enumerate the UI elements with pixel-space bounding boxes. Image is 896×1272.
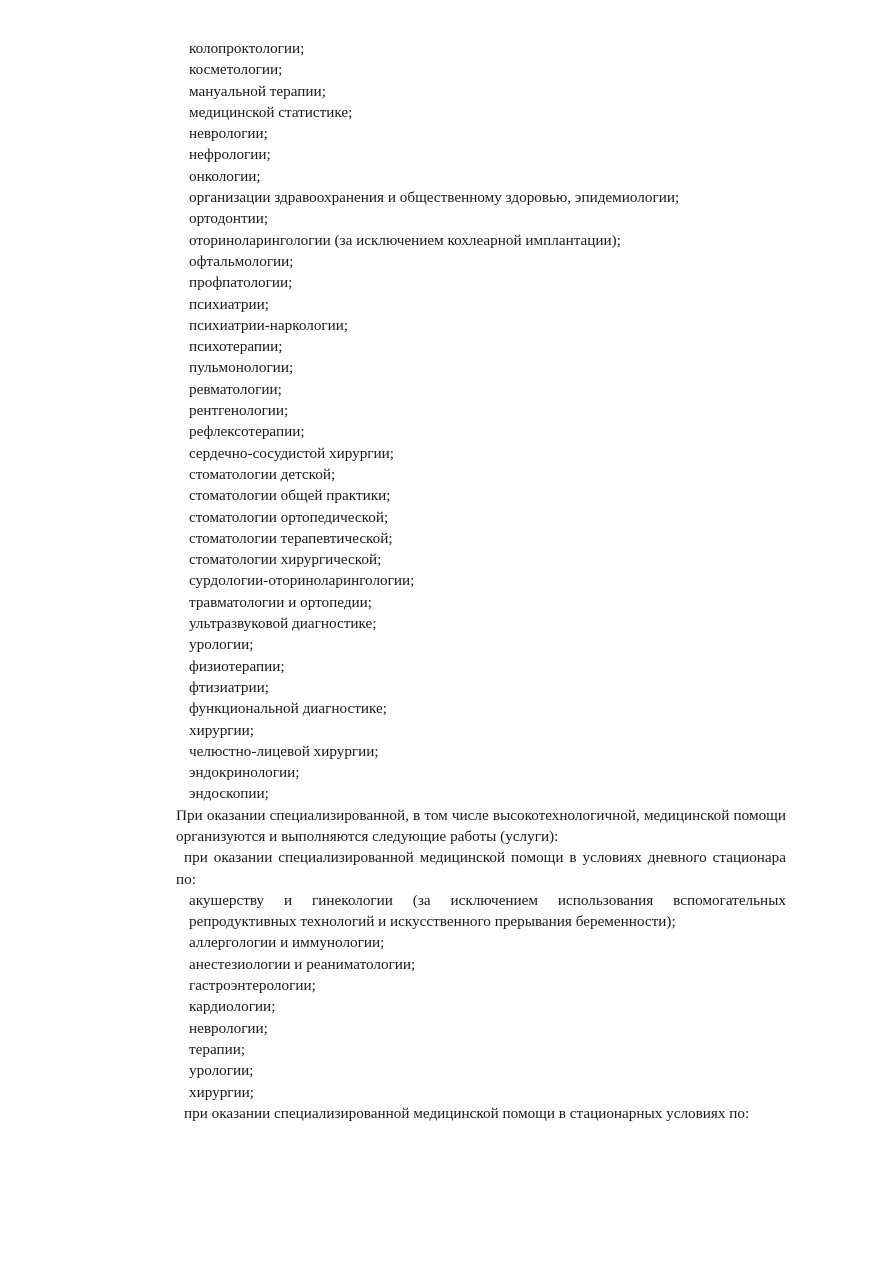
document-body bbox=[176, 38, 786, 1124]
list-item: стоматологии хирургической; bbox=[189, 551, 382, 569]
paragraph-day-hospital: при оказании специализированной медицинской помощи в условиях дневного стационара по: bbox=[176, 849, 786, 888]
list-item: хирургии; bbox=[189, 1083, 255, 1101]
list-item: ортодонтии; bbox=[189, 210, 269, 228]
list-item: ревматологии; bbox=[189, 380, 282, 398]
list-item: аллергологии и иммунологии; bbox=[189, 934, 385, 952]
list-item: онкологии; bbox=[189, 167, 261, 185]
list-item: анестезиологии и реаниматологии; bbox=[189, 955, 416, 973]
list-item: физиотерапии; bbox=[189, 657, 285, 675]
list-item: стоматологии терапевтической; bbox=[189, 529, 393, 547]
list-item: рефлексотерапии; bbox=[189, 423, 305, 441]
list-item: нефрологии; bbox=[189, 146, 271, 164]
list-item: кардиологии; bbox=[189, 998, 276, 1016]
list-item: медицинской статистике; bbox=[189, 103, 353, 121]
list-item: урологии; bbox=[189, 636, 254, 654]
list-item: стоматологии детской; bbox=[189, 465, 336, 483]
list-item: неврологии; bbox=[189, 125, 268, 143]
list-item: неврологии; bbox=[189, 1019, 268, 1037]
list-item: сурдологии-оториноларингологии; bbox=[189, 572, 415, 590]
paragraph-specialized-care-intro: При оказании специализированной, в том числе высокотехнологичной, медицинской помощи организуются и выполняются следующие работы (услуги): bbox=[176, 806, 786, 845]
paragraph-inpatient-care: при оказании специализированной медицинской помощи в стационарных условиях по: bbox=[184, 1104, 750, 1122]
list-item: рентгенологии; bbox=[189, 402, 289, 420]
list-item: косметологии; bbox=[189, 61, 283, 79]
list-item: психиатрии-наркологии; bbox=[189, 316, 349, 334]
list-item: пульмонологии; bbox=[189, 359, 294, 377]
list-item: сердечно-сосудистой хирургии; bbox=[189, 444, 395, 462]
list-item: психиатрии; bbox=[189, 295, 269, 313]
list-item: колопроктологии; bbox=[189, 40, 305, 57]
list-item: травматологии и ортопедии; bbox=[189, 593, 373, 611]
list-item: офтальмологии; bbox=[189, 252, 294, 270]
list-item: оториноларингологии (за исключением кохлеарной имплантации); bbox=[189, 231, 621, 249]
list-item: челюстно-лицевой хирургии; bbox=[189, 742, 379, 760]
list-item: эндокринологии; bbox=[189, 764, 300, 782]
list-item: функциональной диагностике; bbox=[189, 700, 387, 718]
list-item: стоматологии ортопедической; bbox=[189, 508, 389, 526]
list-item: урологии; bbox=[189, 1062, 254, 1080]
list-item: стоматологии общей практики; bbox=[189, 487, 391, 505]
list-item: гастроэнтерологии; bbox=[189, 977, 316, 995]
list-item: ультразвуковой диагностике; bbox=[189, 615, 377, 633]
list-item: хирургии; bbox=[189, 721, 255, 739]
list-item: фтизиатрии; bbox=[189, 678, 269, 696]
list-item: психотерапии; bbox=[189, 338, 283, 356]
list-item: мануальной терапии; bbox=[189, 82, 326, 100]
paragraph-obstetrics-gynecology: акушерству и гинекологии (за исключением использования вспомогательных репродуктивных технологий и искусственного прерывания беременности); bbox=[189, 891, 786, 931]
list-item: терапии; bbox=[189, 1040, 246, 1058]
list-item: эндоскопии; bbox=[189, 785, 269, 803]
list-item: организации здравоохранения и общественному здоровью, эпидемиологии; bbox=[189, 189, 680, 207]
list-item: профпатологии; bbox=[189, 274, 293, 292]
